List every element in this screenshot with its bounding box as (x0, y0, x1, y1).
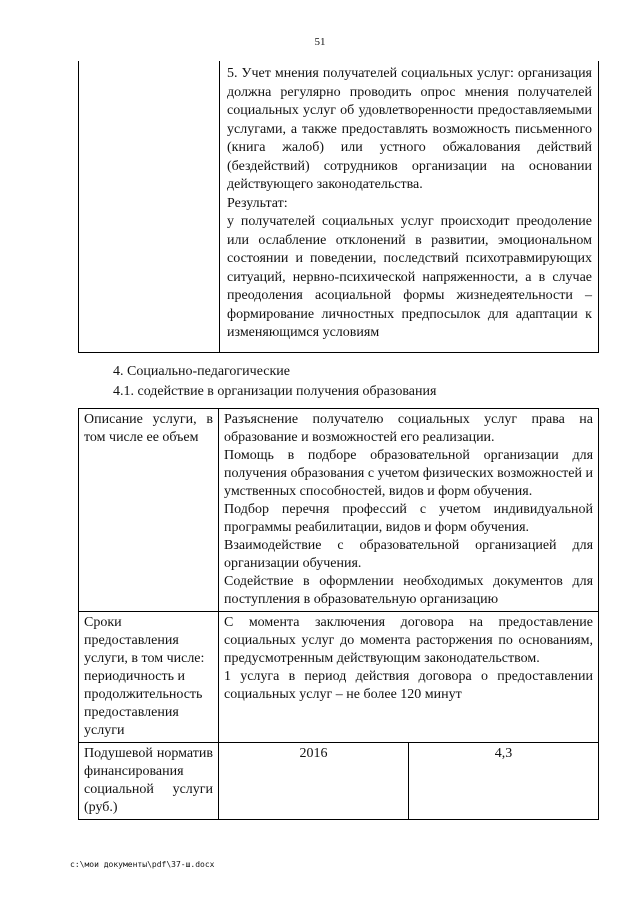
row-label: Сроки предоставления услуги, в том числе: периодичность и продолжительность предоставления услуги (79, 612, 219, 743)
row-content (219, 612, 599, 743)
result-text: у получателей социальных услуг происходит преодоление или ослабление отклонений в развитии, эмоциональном состоянии и поведении, последствий психотравмирующих ситуаций, нервно-психической напряженности, а в случае преодоления асоциальной формы жизнедеятельности – формирование личностных предпосылок для адаптации к изменяющимся условиям (227, 214, 592, 340)
content-paragraph: 1 услуга в период действия договора о предоставлении социальных услуг – не более 120 минут (224, 669, 594, 702)
content-paragraph: С момента заключения договора на предоставление социальных услуг до момента расторжения по основаниям, предусмотренным действующим законодательством. (224, 615, 594, 666)
content-paragraph: Взаимодействие с образовательной организацией для организации обучения. (224, 538, 594, 571)
table-row-description (79, 409, 599, 612)
content-paragraph: Помощь в подборе образовательной организации для получения образования с учетом физических возможностей и умственных способностей, видов и форм обучения. (224, 448, 594, 499)
service-table (78, 408, 599, 820)
column-divider (219, 61, 220, 352)
table-row-terms (79, 612, 599, 743)
content-paragraph: Разъяснение получателю социальных услуг права на образование и возможностей его реализации. (224, 412, 594, 445)
year-cell: 2016 (219, 743, 409, 820)
subsection-heading: 4.1. содействие в организации получения образования (113, 384, 437, 399)
row-label: Описание услуги, в том числе ее объем (79, 409, 219, 612)
row-label: Подушевой норматив финансирования социальной услуги (руб.) (79, 743, 219, 820)
footer-file-path: c:\мои документы\pdf\37-ш.docx (70, 860, 215, 869)
result-label: Результат: (227, 195, 288, 211)
page-number: 51 (314, 36, 326, 48)
row-content (219, 409, 599, 612)
content-paragraph: Содействие в оформлении необходимых документов для поступления в образовательную организацию (224, 574, 594, 607)
top-cell-content (227, 65, 592, 343)
content-paragraph: Подбор перечня профессий с учетом индивидуальной программы реабилитации, видов и форм обучения. (224, 502, 594, 535)
section-heading: 4. Социально-педагогические (113, 364, 290, 379)
quality-paragraph: 5. Учет мнения получателей социальных услуг: организация должна регулярно проводить опрос мнения получателей социальных услуг об удовлетворенности предоставляемыми услугами, а также предоставлять возможность письменного (книга жалоб) или устного обжалования действий (бездействий) сотрудников организации на основании действующего законодательства. (227, 66, 592, 192)
value-cell: 4,3 (409, 743, 599, 820)
top-table-fragment (78, 61, 599, 353)
table-row-financing (79, 743, 599, 820)
